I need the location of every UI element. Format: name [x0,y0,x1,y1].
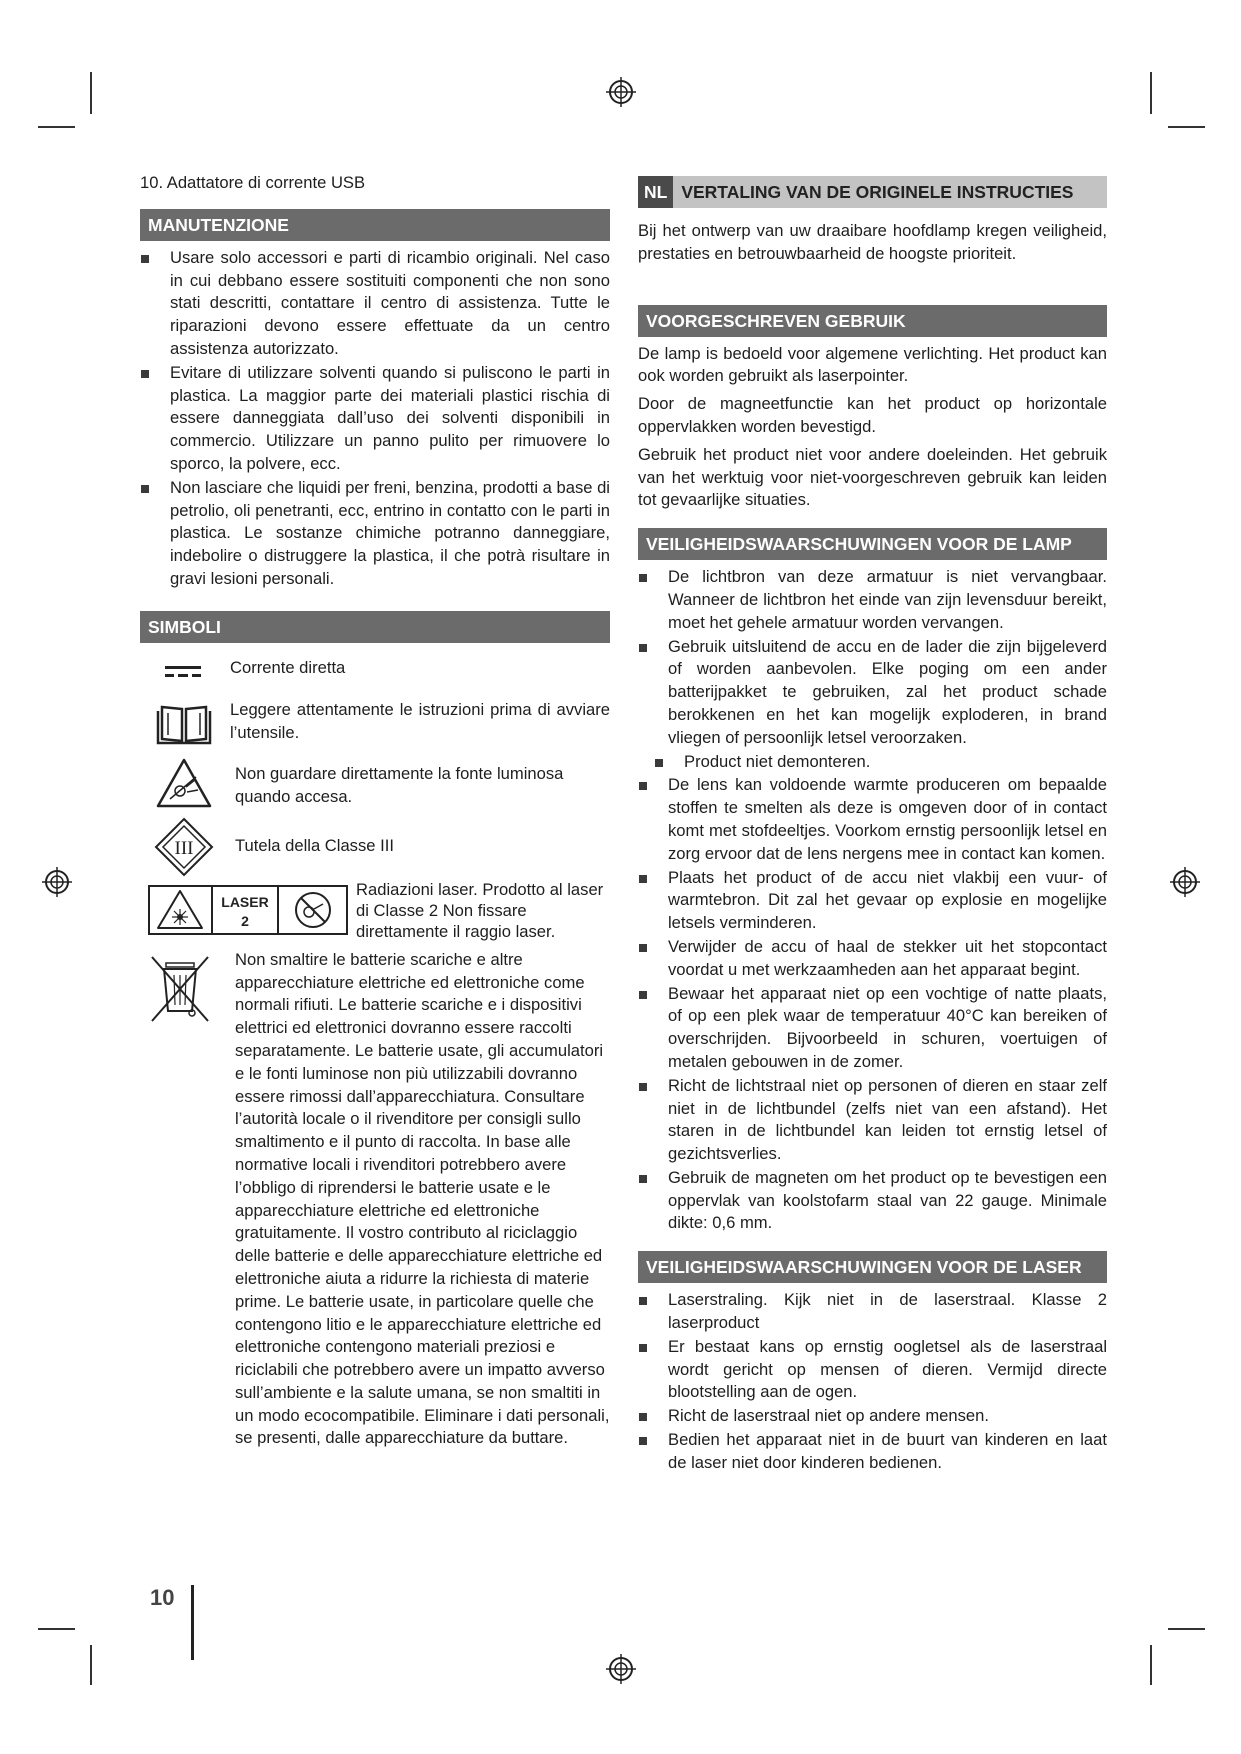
language-badge: NL [638,176,673,208]
bullet-icon [639,1437,647,1445]
translation-title: VERTALING VAN DE ORIGINELE INSTRUCTIES [681,182,1074,202]
language-title-bar [638,176,1107,208]
left-column [140,172,610,1529]
symbol-row-weee [140,949,610,1529]
crop-mark [1168,126,1205,128]
bullet-icon [639,782,647,790]
gebruik-paragraph-3: Gebruik het product niet voor andere doeleinden. Het gebruik van het werktuig voor niet-voorgeschreven gebruik kan leiden tot gevaarlijke situaties. [638,444,1107,510]
bullet-icon [639,1175,647,1183]
crop-mark [38,126,75,128]
crop-mark [90,1645,92,1685]
page-number-divider [191,1585,194,1660]
symbol-text-light: Non guardare direttamente la fonte luminosa quando accesa. [235,763,564,806]
list-item: Richt de lichtstraal niet op personen of dieren en staar zelf niet in de lichtbundel (zelfs niet van een afstand). Het staren in de lichtbundel kan leiden tot ernstig letsel of gezichtsverlies. [638,1075,1107,1166]
symbol-row-light [140,755,610,815]
bullet-icon [639,875,647,883]
crossed-out-bin-icon [148,953,212,1023]
section-heading-laser: VEILIGHEIDSWAARSCHUWINGEN VOOR DE LASER [638,1251,1107,1283]
list-item: De lichtbron van deze armatuur is niet vervangbaar. Wanneer de lichtbron het einde van zijn levensduur bereikt, moet het gehele armatuur worden vervangen. [638,566,1107,634]
section-heading-gebruik: VOORGESCHREVEN GEBRUIK [638,305,1107,337]
registration-mark-icon [40,865,74,899]
list-item: Plaats het product of de accu niet vlakbij een vuur- of warmtebron. Dit zal het gevaar op explosie en mogelijke letsels verminderen. [638,867,1107,935]
bullet-icon [639,1297,647,1305]
symbol-row-class3 [140,817,610,877]
class-iii-icon [154,817,214,877]
bullet-icon [141,255,149,263]
svg-text:2: 2 [241,912,249,929]
gebruik-paragraph-1: De lamp is bedoeld voor algemene verlichting. Het product kan ook worden gebruikt als laserpointer. [638,343,1107,386]
registration-mark-icon [604,75,638,109]
list-item: Richt de laserstraal niet op andere mensen. [638,1405,1107,1428]
section-heading-lamp: VEILIGHEIDSWAARSCHUWINGEN VOOR DE LAMP [638,528,1107,560]
list-item: Verwijder de accu of haal de stekker uit het stopcontact voordat u met werkzaamheden aan het apparaat begint. [638,936,1107,982]
section-heading-manutenzione: MANUTENZIONE [140,209,610,241]
svg-text:LASER: LASER [221,893,269,910]
bullet-icon [639,574,647,582]
list-item: Non lasciare che liquidi per freni, benzina, prodotti a base di petrolio, oli penetranti, ecc, entrino in contatto con le parti in plastica. Le sostanze chimiche potranno danneggiare, indebolire o distruggere la plastica, il che potrà risultare in gravi lesioni personali. [140,477,610,591]
list-item: Product niet demonteren. [638,751,1107,774]
manutenzione-list [140,247,610,591]
symbol-text-class3: Tutela della Classe III [235,835,394,855]
direct-current-icon [165,663,201,679]
open-book-icon [156,701,212,745]
lamp-warnings-list [638,566,1107,1235]
symbol-text-weee: Non smaltire le batterie scariche e altre apparecchiature elettriche ed elettroniche come normali rifiuti. Le batterie scariche e i dispositivi elettrici ed elettronici dovranno essere raccolti separatamente. Le batterie usate, gli accumulatori e le fonti luminose non più utilizzabili dovranno essere rimossi dall’apparecchiatura. Consultare l’autorità locale o il rivenditore per consigli sullo smaltimento e il punto di raccolta. In base alle normative locali i rivenditori potrebbero avere l’obbligo di riprendersi le batterie usate e le apparecchiature elettriche ed elettroniche gratuitamente. Il vostro contributo al riciclaggio delle batterie e delle apparecchiature elettriche ed elettroniche aiuta a ridurre la richiesta di materie prime. Le batterie usate, in particolare quelle che contengono litio e le apparecchiature elettriche ed elettroniche contengono materiali preziosi e riciclabili che potrebbero avere un impatto avverso sull’ambiente e la salute umana, se non smaltiti in un modo ecocompatibile. Eliminare i dati personali, se presenti, dalle apparecchiature da buttare. [235,949,610,1448]
list-item: Gebruik uitsluitend de accu en de lader die zijn bijgeleverd of worden aanbevolen. Elke poging om een ander batterijpakket te gebruiken, zal het product schade berokkenen en het kan mogelijk exploderen, in brand vliegen of persoonlijk letsel veroorzaken. [638,636,1107,750]
gebruik-paragraph-2: Door de magneetfunctie kan het product op horizontale oppervlakken worden bevestigd. [638,394,1107,436]
crop-mark [38,1628,75,1630]
no-stare-light-icon [156,757,212,809]
list-item: Evitare di utilizzare solventi quando si puliscono le parti in plastica. La maggior parte dei materiali plastici rischia di essere danneggiata dall’uso dei solventi disponibili in commercio. Utilizzare un panno pulito per rimuovere lo sporco, la polvere, ecc. [140,362,610,476]
bullet-icon [655,759,663,767]
svg-text:III: III [174,837,194,859]
bullet-icon [639,1413,647,1421]
bullet-icon [141,370,149,378]
registration-mark-icon [604,1652,638,1686]
symbol-text-manual: Leggere attentamente le istruzioni prima di avviare l’utensile. [230,699,610,742]
crop-mark [1150,72,1152,114]
list-item: Bewaar het apparaat niet op een vochtige of natte plaats, of op een plek waar de temperatuur 40°C kan bereiken of overschrijden. Bijvoorbeeld in schuren, voertuigen of metalen gebouwen in de zomer. [638,983,1107,1074]
symbol-row-manual [140,695,610,753]
symbol-row-laser [140,879,610,949]
list-item: Er bestaat kans op ernstig oogletsel als de laserstraal wordt gericht op mensen of dieren. Vermijd directe blootstelling aan de ogen. [638,1336,1107,1404]
page-number: 10 [150,1585,175,1610]
crop-mark [1150,1645,1152,1685]
intro-paragraph: Bij het ontwerp van uw draaibare hoofdlamp kregen veiligheid, prestaties en betrouwbaarheid de hoogste prioriteit. [638,221,1107,263]
right-column [638,176,1107,1476]
symbol-row-dc [140,655,610,693]
intro-line: 10. Adattatore di corrente USB [140,173,366,192]
section-heading-simboli: SIMBOLI [140,611,610,643]
list-item: Laserstraling. Kijk niet in de laserstraal. Klasse 2 laserproduct [638,1289,1107,1335]
bullet-icon [639,644,647,652]
bullet-icon [639,991,647,999]
crop-mark [90,72,92,114]
symbol-text-dc: Corrente diretta [230,657,346,677]
symbol-text-laser: Radiazioni laser. Prodotto al laser di Classe 2 Non fissare direttamente il raggio laser. [356,879,604,941]
crop-mark [1168,1628,1205,1630]
list-item: Gebruik de magneten om het product op te bevestigen een oppervlak van koolstofarm staal van 22 gauge. Minimale dikte: 0,6 mm. [638,1167,1107,1235]
list-item: De lens kan voldoende warmte produceren om bepaalde stoffen te smelten als deze is omgeven door of in contact komt met stofdeeltjes. Voorkom ernstig persoonlijk letsel en zorg ervoor dat de lens nergens mee in contact kan komen. [638,774,1107,865]
bullet-icon [639,1344,647,1352]
bullet-icon [639,944,647,952]
laser-warnings-list [638,1289,1107,1474]
laser-class-2-label-icon [148,885,348,935]
registration-mark-icon [1168,865,1202,899]
bullet-icon [639,1083,647,1091]
list-item: Usare solo accessori e parti di ricambio originali. Nel caso in cui debbano essere sostituiti componenti che non sono stati descritti, contattare il centro di assistenza. Tutte le riparazioni devono essere effettuate da un centro assistenza autorizzato. [140,247,610,361]
list-item: Bedien het apparaat niet in de buurt van kinderen en laat de laser niet door kinderen bedienen. [638,1429,1107,1475]
bullet-icon [141,485,149,493]
